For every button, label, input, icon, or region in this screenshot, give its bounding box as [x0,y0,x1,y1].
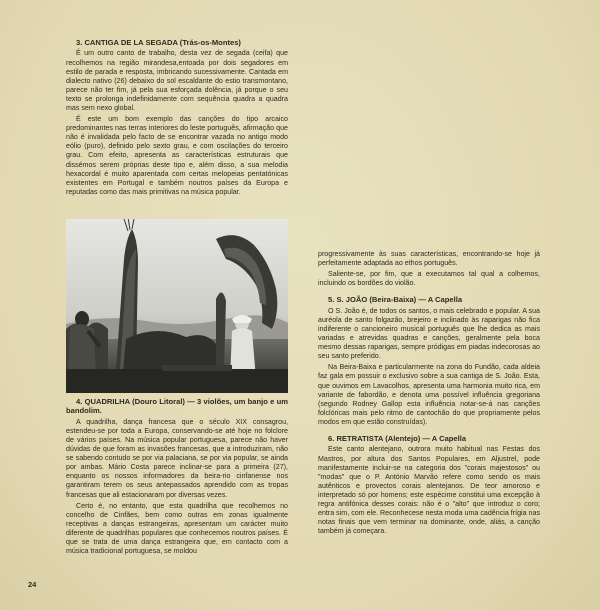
section-cantiga [66,38,288,199]
section-heading-quadrilha: 4. QUADRILHA (Douro Litoral) — 3 violões, um banjo e um bandolim. [66,397,288,416]
paragraph: Na Beira-Baixa e particularmente na zona do Fundão, cada aldeia faz gala em possuir o exclusivo sobre a sua cantiga de S. João. Esta, que ouvimos em Lavacolhos, apresenta uma harmonia muito rica, em variante de fabordão, e denota uma possível influência gregoriana (segundo Rodney Gallop esta influência notar-se-á nas canções folclóricas mais pelo ritmo de cantochão do que propriamente pelos modos em que estão construídas). [318,363,540,426]
paragraph: progressivamente às suas características, encontrando-se hoje já perfeitamente adaptada ao ethos português. [318,250,540,268]
paragraph: Saliente-se, por fim, que a executamos tal qual a colhemos, incluindo os bordões do violão. [318,270,540,288]
page-number: 24 [28,580,37,589]
paragraph: Este canto alentejano, outrora muito habitual nas Festas dos Mastros, por altura dos Santos Populares, em Aljustrel, pode manifestamente incluir-se na categoria dos "corais majestosos" ou "modas" que o P. António Marvão refere como sendo os mais autênticos e provectos corais alentejanos. De teor amoroso e interpretado só por homens; este espécime constitui uma excepção à regra antifónica desses corais: não é o "alto" que introduz o coro; entra sim, com ele. Reconhecese nesta moda uma cadência frígia nas notas finais que vem terminar na dominante, onde, aliás, a canção também já começara. [318,445,540,536]
paragraph: É um outro canto de trabalho, desta vez de segada (ceifa) que recolhemos na região mirandesa,entoada por dois segadores em estilo de parada e resposta, imbricando sucessivamente. Cantada em dialecto nativo (26) debaixo do sol escaldante do estio transmontano, parece não ter fim, já pela sua esforçada dolência, já porque o seu texto se prolonga indefinidamente com sequência quadra a quadra mas sem nexo global. [66,49,288,112]
paragraph: Certo é, no entanto, que esta quadrilha que recolhemos no concelho de Cinfães, bem como outras em zonas igualmente receptivas a danças estrangeiras, apresentam um carácter muito diferente de quadrilhas populares que conhecemos noutros países. É que se trata de uma dança estrangeira que, em contacto com a música tradicional portuguesa, se moldou [66,501,288,556]
paragraph: É este um bom exemplo das canções do tipo arcaico predominantes nas terras interiores do leste português, afirmação que não é invalidada pelo facto de se encontrar vazada no antigo modo eólio (puro), definido pelo sexto grau, e com oscilações do terceiro grau. Com efeito, apresenta as características estruturais que dissémos serem próprias deste tipo e, além disso, a sua melodia hexacordal é muito aparentada com certas melopeias pentatónicas existentes em Portugal e também noutros países da Europa e reputadas como das mais primitivas na música popular. [66,115,288,196]
section-heading-retratista: 6. RETRATISTA (Alentejo) — A Capella [328,434,467,443]
section-heading-sjoao: 5. S. JOÃO (Beira-Baixa) — A Capella [328,295,463,305]
right-column [318,250,540,538]
paragraph: A quadrilha, dança francesa que o século XIX consagrou, estendeu-se por toda a Europa, conservando-se até hoje no folclore de vários países. Na música popular portuguesa, parece não haver dúvidas de que foram as invasões francesas, que a introduziram, não se sabendo contudo se por via palaciana, se por via popular, se ainda por ambas. Mário Costa parece inclinar-se para a primeira (27), enquanto os nossos informadores da beira-rio cinfanense nos garantiram terem os seus antepassados aprendido com as tropas francesas que ali estacionaram por diversas vezes. [66,417,288,499]
photo-wheat-sheaves [66,219,288,393]
section-heading-cantiga: 3. CANTIGA DE LA SEGADA (Trás-os-Montes) [76,38,241,47]
paragraph: O S. João é, de todos os santos, o mais celebrado e popular. A sua auréola de santo folgazão, brejeiro e inclinado às raparigas não fica indiferente o cancioneiro musical português que lhe dedica as mais variadas e atrevidas quadras e canções, geralmente pela boca mesmo dessas raparigas, sempre pródigas em piadas indecorosas ao seu santo preferido. [318,306,540,361]
section-quadrilha [66,397,288,558]
